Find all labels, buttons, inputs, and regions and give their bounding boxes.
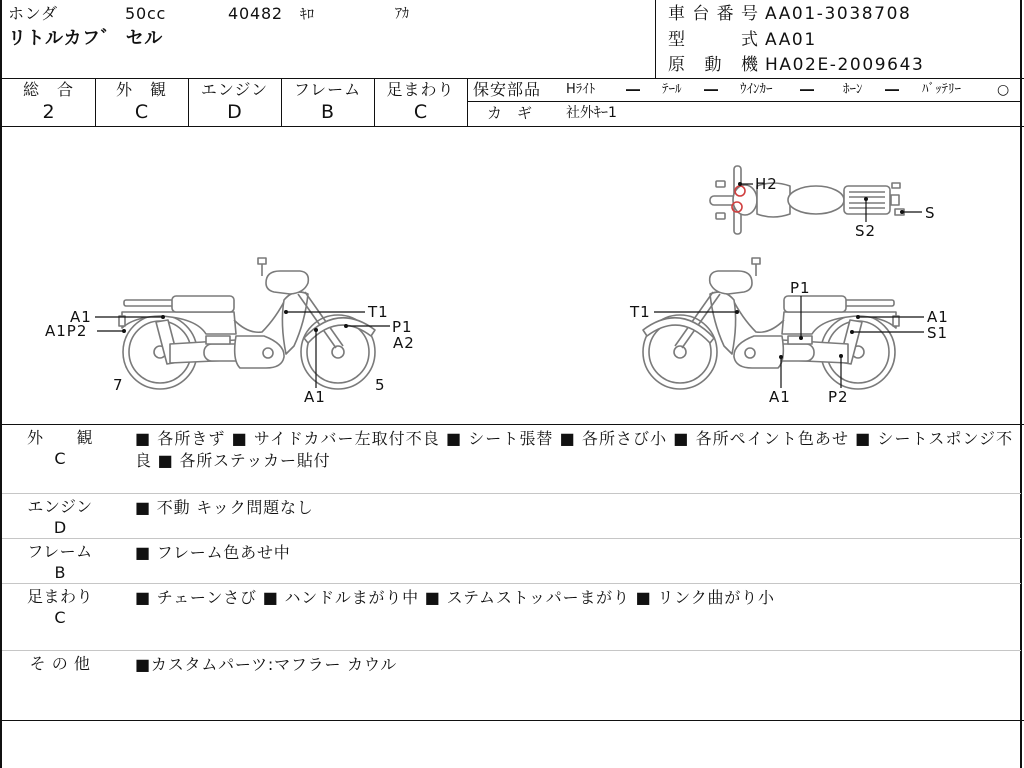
- score-suspension: [374, 78, 467, 126]
- model-type-row: [668, 29, 817, 51]
- damage-point: [284, 310, 288, 314]
- remark-row-suspension: [2, 583, 1021, 650]
- remark-row-exterior: [2, 424, 1021, 493]
- safety-item-horn: ﾎｰﾝ: [843, 82, 863, 97]
- damage-point: [839, 354, 843, 358]
- score-label: フレーム: [293, 80, 362, 99]
- damage-point: [161, 315, 165, 319]
- damage-point: [735, 310, 739, 314]
- damage-label: A1: [769, 388, 791, 406]
- remark-row-engine: [2, 493, 1021, 538]
- header-divider: [655, 0, 656, 78]
- score-engine: [188, 78, 281, 126]
- tail-light: [891, 195, 899, 205]
- remark-text: ■ 各所きず ■ サイドカバー左取付不良 ■ シート張替 ■ 各所さび小 ■ 各所ペイント色あせ ■ シートスポンジ不良 ■ 各所ステッカー貼付: [135, 429, 1013, 470]
- frame-number-label: 車台番号: [668, 4, 758, 24]
- damage-label: S: [925, 204, 936, 222]
- displacement: 50cc: [125, 4, 167, 23]
- damage-label: P1: [392, 318, 413, 336]
- damage-point: [799, 336, 803, 340]
- score-label: 総 合: [22, 80, 74, 99]
- score-divider: [467, 78, 468, 126]
- remark-text: ■ フレーム色あせ中: [135, 543, 291, 562]
- damage-point: [900, 210, 904, 214]
- remark-text: ■カスタムパーツ:マフラー カウル: [135, 655, 398, 674]
- score-label: 外 観: [115, 80, 167, 99]
- damage-diagram: [0, 126, 1024, 424]
- seat: [788, 186, 844, 214]
- safety-item-turn-signal: ｳｲﾝｶｰ: [740, 82, 773, 97]
- damage-label: 7: [113, 376, 124, 394]
- damage-label: P2: [828, 388, 849, 406]
- right-side-view-drawing: [643, 258, 899, 389]
- model-type: AA01: [765, 30, 817, 50]
- left-side-view-drawing: [119, 258, 375, 389]
- damage-point: [314, 328, 318, 332]
- mileage-value: 40482: [228, 4, 283, 23]
- score-exterior: [95, 78, 188, 126]
- remarks-bottom-rule: [0, 720, 1024, 721]
- score-label: 足まわり: [386, 80, 455, 99]
- damage-label: S1: [927, 324, 949, 342]
- safety-parts-label: 保安部品: [473, 80, 542, 99]
- remark-category: エンジン: [27, 497, 93, 516]
- damage-label: A1: [927, 308, 949, 326]
- remark-category: 外 観: [26, 428, 93, 447]
- damage-label: A1P2: [45, 322, 88, 340]
- safety-status-headlight: ―: [626, 82, 640, 98]
- key-label: カ ギ: [487, 104, 533, 122]
- frame-number: AA01-3038708: [765, 4, 912, 24]
- safety-item-headlight: Hﾗｲﾄ: [566, 82, 596, 97]
- damage-label: 5: [375, 376, 386, 394]
- damage-point: [850, 330, 854, 334]
- model-name: リトルカフ゛ セル: [8, 28, 163, 49]
- safety-item-taillight: ﾃｰﾙ: [662, 82, 682, 97]
- damage-point: [344, 324, 348, 328]
- score-value: D: [227, 101, 242, 123]
- damage-point: [856, 315, 860, 319]
- remark-grade: C: [54, 608, 66, 627]
- engine-number-label: 原 動 機: [668, 55, 758, 75]
- damage-point: [122, 329, 126, 333]
- remark-text: ■ チェーンさび ■ ハンドルまがり中 ■ ステムストッパーまがり ■ リンク曲がり小: [135, 588, 775, 607]
- remark-category: そ の 他: [29, 654, 91, 673]
- body-color: ｱｶ: [395, 6, 409, 22]
- remark-category: フレーム: [27, 542, 93, 561]
- damage-point: [738, 182, 742, 186]
- key-value: 社外ｷｰ1: [566, 105, 617, 121]
- remark-row-other: [2, 650, 1021, 720]
- score-value: B: [320, 101, 335, 123]
- front-signal: [716, 213, 725, 219]
- maker-name: ホンダ: [8, 4, 58, 23]
- score-frame: [281, 78, 374, 126]
- damage-label: S2: [855, 222, 877, 240]
- remark-category: 足まわり: [26, 587, 93, 606]
- remark-grade: D: [53, 518, 67, 537]
- score-value: C: [413, 101, 428, 123]
- damage-label: A1: [304, 388, 326, 406]
- damage-label: P1: [790, 279, 811, 297]
- remark-grade: C: [54, 449, 66, 468]
- safety-item-battery: ﾊﾞｯﾃﾘｰ: [922, 82, 961, 97]
- damage-label: A1: [70, 308, 92, 326]
- remark-text: ■ 不動 キック問題なし: [135, 498, 314, 517]
- rear-signal: [892, 183, 900, 188]
- damage-point: [864, 197, 868, 201]
- damage-label: T1: [630, 303, 651, 321]
- engine-number: HA02E-2009643: [765, 55, 925, 75]
- engine-number-row: [668, 54, 924, 76]
- score-value: 2: [42, 101, 55, 123]
- model-type-label: 型 式: [668, 30, 758, 50]
- mileage-unit: ｷﾛ: [300, 7, 314, 23]
- safety-status-horn: ―: [885, 82, 899, 98]
- damage-label: T1: [368, 303, 389, 321]
- score-label: エンジン: [200, 80, 269, 99]
- safety-status-turn-signal: ―: [800, 82, 814, 98]
- safety-status-battery: ○: [997, 82, 1010, 98]
- remark-grade: B: [54, 563, 66, 582]
- front-signal: [716, 181, 725, 187]
- damage-label: H2: [755, 175, 778, 193]
- score-value: C: [134, 101, 149, 123]
- damage-point: [779, 355, 783, 359]
- safety-status-taillight: ―: [704, 82, 718, 98]
- damage-label: A2: [393, 334, 415, 352]
- score-overall: [2, 78, 95, 126]
- frame-number-row: [668, 3, 911, 25]
- remark-row-frame: [2, 538, 1021, 583]
- safety-rule: [467, 101, 1022, 102]
